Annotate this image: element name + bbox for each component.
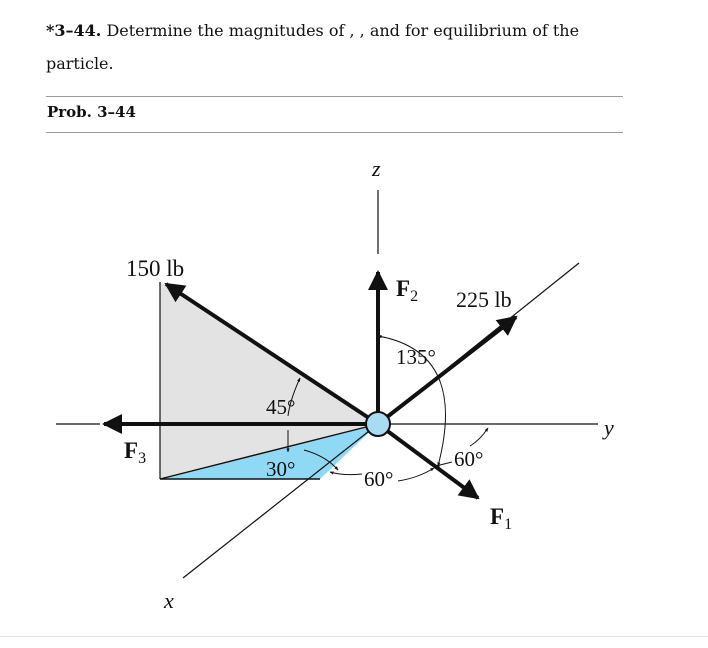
figure-label: Prob. 3–44 bbox=[47, 103, 136, 121]
axis-y-label: y bbox=[604, 415, 614, 440]
axis-x-label: x bbox=[164, 588, 174, 613]
force-f1-label: $F_1$ bbox=[490, 504, 513, 533]
force-f3-label: $F_3$ bbox=[124, 438, 147, 467]
angle-60-right-label: 60° bbox=[454, 447, 484, 471]
page-bottom-divider bbox=[0, 636, 708, 637]
angle-60-bottom-label: 60° bbox=[364, 467, 394, 491]
load-225-label: 225 lb bbox=[456, 287, 512, 312]
angle-30-label: 30° bbox=[266, 457, 296, 481]
angle-135-label: 135° bbox=[396, 345, 436, 369]
problem-number: *3–44. bbox=[46, 21, 102, 40]
arc-60-right bbox=[470, 428, 488, 446]
arc-60-bottom-right bbox=[398, 468, 434, 481]
arc-60-bottom bbox=[330, 472, 362, 475]
problem-text: Determine the magnitudes of , , and for equilibrium of the particle. bbox=[46, 21, 580, 73]
particle bbox=[366, 412, 390, 436]
axis-z-label: z bbox=[372, 156, 381, 181]
angle-45-label: 45° bbox=[266, 395, 296, 419]
load-150-label: 150 lb bbox=[126, 256, 185, 281]
force-f2-label: $F_2$ bbox=[396, 276, 419, 305]
force-225-vector bbox=[378, 317, 516, 424]
